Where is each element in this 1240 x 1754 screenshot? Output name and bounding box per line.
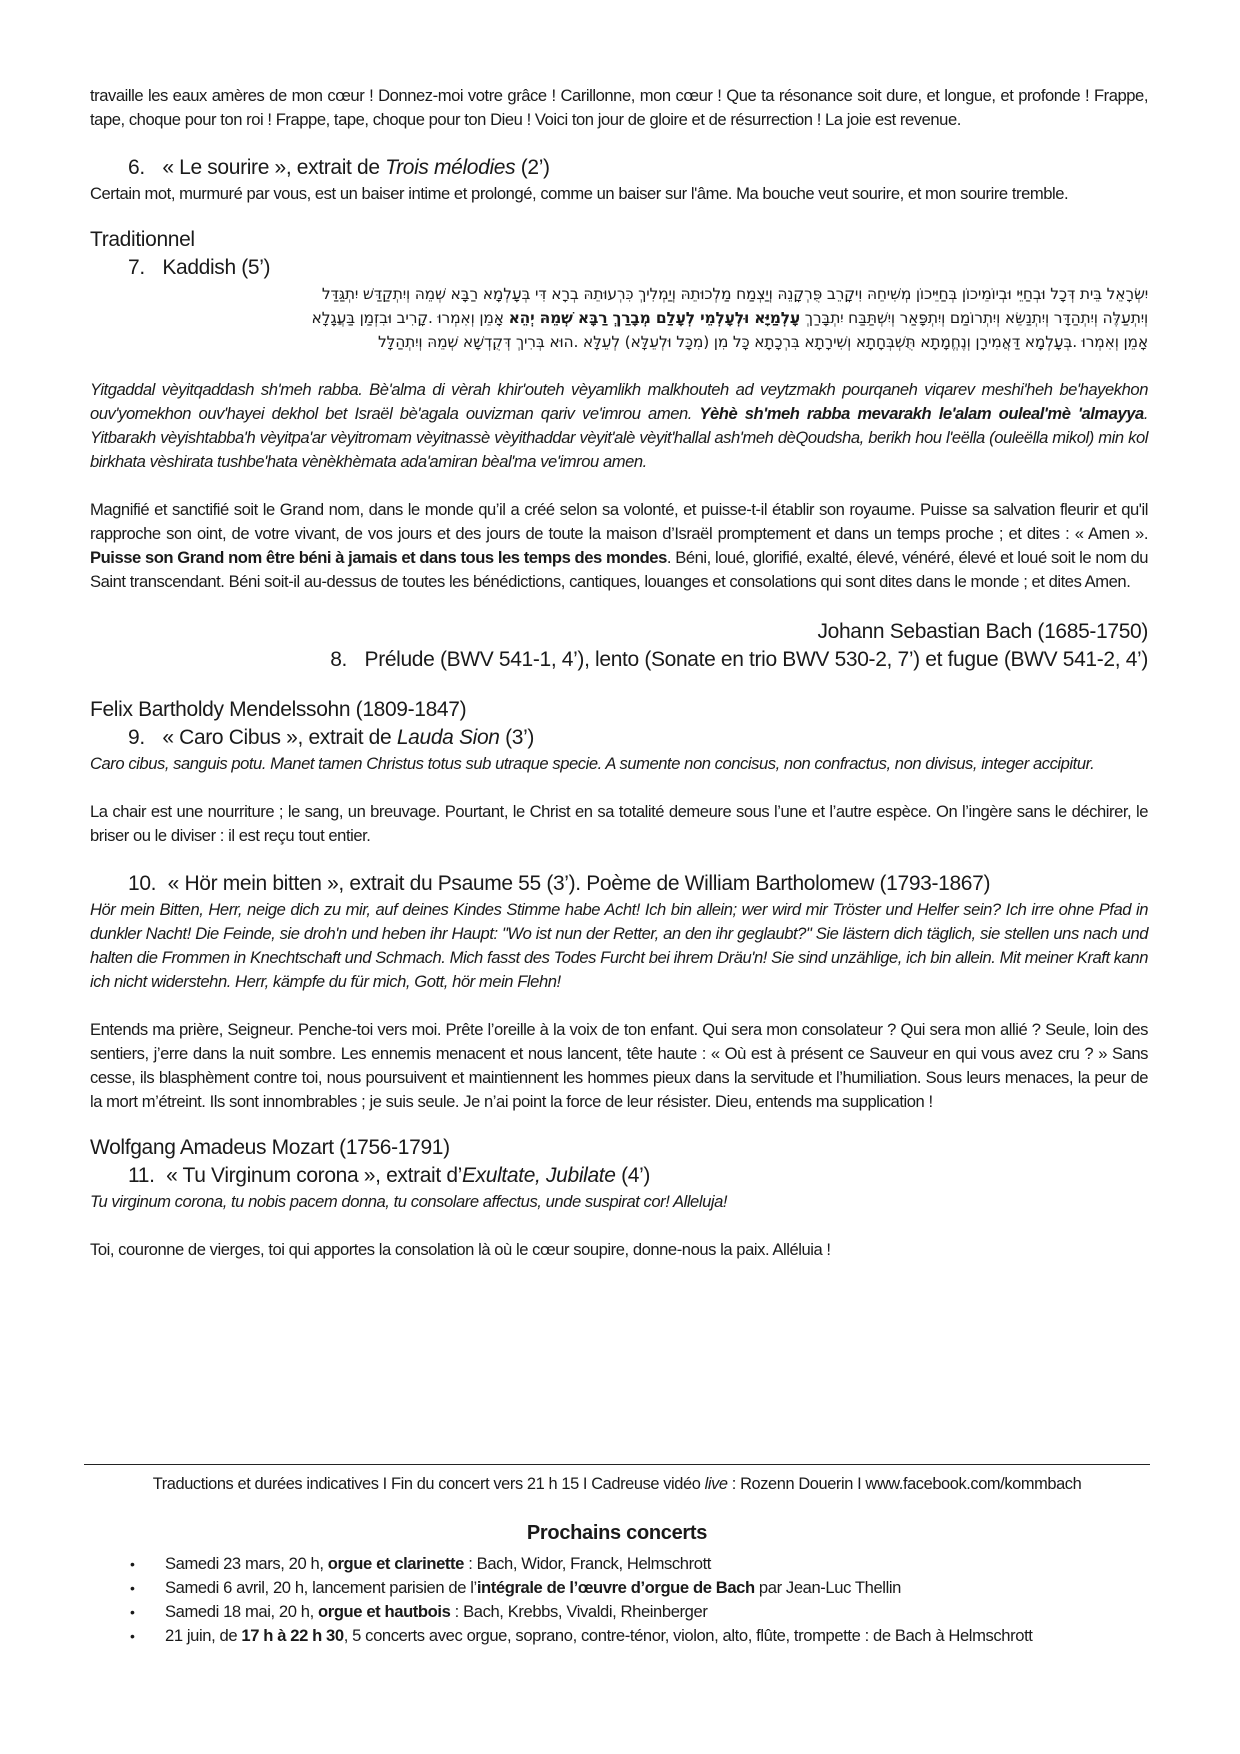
piece-10-german: Hör mein Bitten, Herr, neige dich zu mir, auf deines Kindes Stimme habe Acht! Ich bin allein; wer wird mir Tröster und Helfer sein? Ich irre ohne Pfad in dunkler Nacht! Die Feinde, sie droh'n und heben ihr Haupt: "Wo ist nun der Retter, an den ihr geglaubt?" Sie lästern dich täglich, sie stellen uns nach und halten die Frommen in Knechtschaft und Schmach. Mich fasst des Todes Furcht bei ihrem Dräu'n! Sie sind unzählige, ich bin allein. Mit meiner Kraft kann ich nicht widerstehn. Herr, kämpfe du für mich, Gott, hör mein Flehn! bbox=[90, 900, 1148, 991]
piece-number: 10. bbox=[128, 872, 157, 895]
hebrew-line-2a: וְיִתְעַלֶּה וְיִתְהַדָּר וְיִתְנַשֵּׂא וְיִתְרוֹמַם וְיִתְפָּאַר וְיִשְׁתַּבַּח יִתְבָּרַךְ bbox=[800, 309, 1148, 327]
item-bold: orgue et clarinette bbox=[327, 1554, 465, 1573]
item-bold: orgue et hautbois bbox=[318, 1602, 451, 1621]
hebrew-line-2-bold: עָלְמַיָּא וּלְעָלְמֵי לְעָלַם מְבָרַךְ רַבָּא שְׁמֵהּ יְהֵא bbox=[508, 309, 801, 327]
piece-number: 6. bbox=[128, 156, 145, 179]
footer-post: : Rozenn Douerin I www.facebook.com/kommbach bbox=[727, 1475, 1082, 1493]
fr-part-1: Magnifié et sanctifié soit le Grand nom, dans le monde qu’il a créé selon sa volonté, et puisse-t-il établir son royaume. Puisse sa salvation fleurir et qu'il rapproche son oint, de votre vivant, de vos jours et des jours de toute la maison d’Israël promptement et dans un temps proche ; et dites : « Amen ». bbox=[90, 500, 1148, 543]
item-text: Samedi 18 mai, 20 h, bbox=[165, 1602, 319, 1621]
upcoming-concerts-title: Prochains concerts bbox=[526, 1522, 708, 1544]
fr-bold: Puisse son Grand nom être béni à jamais et dans tous les temps des mondes bbox=[90, 548, 667, 567]
hebrew-line-2 bbox=[90, 306, 1148, 330]
hebrew-line-2b: אָמֵן וְאִמְרוּ .קָרִיב וּבִזְמַן בַּעֲגָלָא bbox=[311, 309, 509, 327]
hebrew-line-3: אָמֵן וְאִמְרוּ .בְּעָלְמָא דַּאֲמִירָן וְנֶחֱמָתָא תֻּשְׁבְּחָתָא וְשִׁירָתָא בִּרְכָתָא כָּל מִן (מִכָּל וּלְעֵלָּא) לְעֵלָּא .הוּא בְּרִיךְ דְּקֻדְשָׁא שְׁמֵהּ וְיִתְהַלָּל bbox=[378, 333, 1148, 351]
piece-10-title bbox=[90, 870, 1148, 898]
piece-title-pre: « Caro Cibus », extrait de bbox=[162, 726, 397, 749]
upcoming-concerts-list bbox=[130, 1552, 1140, 1648]
piece-10-translation: Entends ma prière, Seigneur. Penche-toi vers moi. Prête l’oreille à la voix de ton enfant. Qui sera mon consolateur ? Qui sera mon allié ? Seule, loin des sentiers, j’erre dans la nuit sombre. Les ennemis menacent et nous lancent, tête haute : « Où est à présent ce Sauveur en qui vous avez cru ? » Sans cesse, ils blasphèment contre toi, nous poursuivent et maintiennent les hommes pieux dans la servitude et l’humiliation. Sous leurs menaces, la peur de la mort m’étreint. Ils sont innombrables ; je suis seule. Je n’ai point la force de leur résister. Dieu, entends ma supplication ! bbox=[90, 1020, 1148, 1111]
footer-pre: Traductions et durées indicatives I Fin du concert vers 21 h 15 I Cadreuse vidéo bbox=[152, 1475, 705, 1493]
footer-credits bbox=[84, 1472, 1150, 1496]
programme-page bbox=[90, 84, 1148, 1262]
piece-title: Kaddish (5’) bbox=[162, 256, 271, 279]
piece-6-title bbox=[90, 154, 1148, 182]
piece-9-translation: La chair est une nourriture ; le sang, un breuvage. Pourtant, le Christ en sa totalité demeure sous l’une et l’autre espèce. On l’ingère sans le déchirer, le briser ou le diviser : il est reçu tout entier. bbox=[90, 802, 1148, 845]
previous-translation-end: travaille les eaux amères de mon cœur ! Donnez-moi votre grâce ! Carillonne, mon cœur ! Que ta résonance soit dure, et longue, et profonde ! Frappe, tape, choque pour ton roi ! Frappe, tape, choque pour ton Dieu ! Voici ton jour de gloire et de résurrection ! La joie est revenue. bbox=[90, 86, 1148, 129]
piece-11-latin: Tu virginum corona, tu nobis pacem donna, tu consolare affectus, unde suspirat cor! Alleluja! bbox=[90, 1192, 728, 1211]
piece-11-composer: Wolfgang Amadeus Mozart (1756-1791) bbox=[90, 1136, 450, 1159]
item-text: : Bach, Widor, Franck, Helmschrott bbox=[464, 1554, 711, 1573]
item-text: Samedi 23 mars, 20 h, bbox=[165, 1554, 328, 1573]
piece-7-title bbox=[90, 254, 1148, 282]
list-item bbox=[130, 1600, 1140, 1624]
item-text: , 5 concerts avec orgue, soprano, contre-ténor, violon, alto, flûte, trompette : de Bach à Helmschrott bbox=[343, 1626, 1033, 1645]
piece-number: 9. bbox=[128, 726, 145, 749]
bullet-icon: • bbox=[130, 1628, 135, 1644]
work-title: Exultate, Jubilate bbox=[461, 1164, 616, 1187]
piece-title: Prélude (BWV 541-1, 4’), lento (Sonate en trio BWV 530-2, 7’) et fugue (BWV 541-2, 4’) bbox=[364, 648, 1148, 671]
item-bold: 17 h à 22 h 30 bbox=[241, 1626, 344, 1645]
piece-duration: (3’) bbox=[499, 726, 535, 749]
piece-9-title bbox=[90, 724, 1148, 752]
piece-9-composer: Felix Bartholdy Mendelssohn (1809-1847) bbox=[90, 698, 467, 721]
translit-part-1: Yitgaddal vèyitqaddash sh'meh rabba. Bè'alma di vèrah khir'outeh vèyamlikh malkhouteh ad veytzmakh pourqaneh viqarev meshi'heh be'hayekhon ouv'yomekhon ouv'hayei dekhol bet Israël bè'agala ouvizman qariv ve'imrou amen. bbox=[90, 380, 1148, 423]
hebrew-line-1: יִשְׂרָאֵל בֵּית דְּכָל וּבְחַיֵּי וּבְיוֹמֵיכוֹן בְּחַיֵּיכוֹן מְשִׁיחֵהּ וִיקָרֵב פֻּרְקָנֵהּ וְיַצְמַח מַלְכוּתֵהּ וְיַמְלִיךְ כִּרְעוּתֵהּ בְרָא דִּי בְּעָלְמָא רַבָּא שְׁמֵהּ וְיִתְקַדַּשׁ יִתְגַּדַּל bbox=[321, 285, 1148, 303]
piece-title-pre: « Tu Virginum corona », extrait d’ bbox=[166, 1164, 462, 1187]
piece-8-title bbox=[90, 646, 1148, 674]
piece-11-title bbox=[90, 1162, 1148, 1190]
item-bold: intégrale de l’œuvre d’orgue de Bach bbox=[476, 1578, 755, 1597]
item-text: par Jean-Luc Thellin bbox=[754, 1578, 901, 1597]
bullet-icon: • bbox=[130, 1556, 135, 1572]
work-title: Trois mélodies bbox=[385, 156, 516, 179]
bullet-icon: • bbox=[130, 1604, 135, 1620]
kaddish-transliteration bbox=[90, 378, 1148, 474]
footer-divider bbox=[84, 1464, 1150, 1465]
kaddish-hebrew-text bbox=[90, 282, 1148, 354]
piece-6-translation: Certain mot, murmuré par vous, est un baiser intime et prolongé, comme un baiser sur l'âme. Ma bouche veut sourire, et mon sourire tremble. bbox=[90, 184, 1069, 203]
piece-7-composer: Traditionnel bbox=[90, 228, 195, 251]
piece-9-latin: Caro cibus, sanguis potu. Manet tamen Christus totus sub utraque specie. A sumente non concisus, non confractus, non divisus, integer accipitur. bbox=[90, 754, 1095, 773]
piece-number: 11. bbox=[128, 1164, 155, 1187]
work-title: Lauda Sion bbox=[396, 726, 500, 749]
translit-part-2: . Yitbarakh vèyishtabba'h vèyitpa'ar vèyitromam vèyitnassè vèyithaddar vèyit'alè vèyit'hallal ash'meh dèQoudsha, berikh hou l'eëlla (ouleëlla mikol) min kol birkhata vèshirata tushbe'hata vènèkhèmata ada'amiran bèal'ma ve'imrou amen. bbox=[90, 404, 1148, 471]
kaddish-french-translation bbox=[90, 498, 1148, 594]
list-item bbox=[130, 1624, 1140, 1648]
item-text: : Bach, Krebbs, Vivaldi, Rheinberger bbox=[450, 1602, 708, 1621]
list-item bbox=[130, 1552, 1140, 1576]
fr-part-2: . Béni, loué, glorifié, exalté, élevé, vénéré, élevé et loué soit le nom du Saint transcendant. Béni soit-il au-dessus de toutes les bénédictions, cantiques, louanges et consolations qui sont dites dans le monde ; et dites Amen. bbox=[90, 548, 1148, 591]
translit-bold: Yèhè sh'meh rabba mevarakh le'alam ouleal'mè 'almayya bbox=[699, 404, 1144, 423]
piece-number: 7. bbox=[128, 256, 145, 279]
piece-title: « Hör mein bitten », extrait du Psaume 55 (3’). Poème de William Bartholomew (1793-1867) bbox=[167, 872, 991, 895]
bullet-icon: • bbox=[130, 1580, 135, 1596]
piece-number: 8. bbox=[330, 648, 348, 671]
list-item bbox=[130, 1576, 1140, 1600]
footer-live: live bbox=[704, 1475, 728, 1493]
piece-duration: (4’) bbox=[615, 1164, 651, 1187]
item-text: 21 juin, de bbox=[165, 1626, 242, 1645]
item-text: Samedi 6 avril, 20 h, lancement parisien de l’ bbox=[165, 1578, 477, 1597]
piece-8-composer: Johann Sebastian Bach (1685-1750) bbox=[817, 620, 1148, 643]
piece-duration: (2’) bbox=[515, 156, 550, 179]
piece-11-translation: Toi, couronne de vierges, toi qui apportes la consolation là où le cœur soupire, donne-nous la paix. Alléluia ! bbox=[90, 1240, 831, 1259]
piece-title-pre: « Le sourire », extrait de bbox=[162, 156, 386, 179]
